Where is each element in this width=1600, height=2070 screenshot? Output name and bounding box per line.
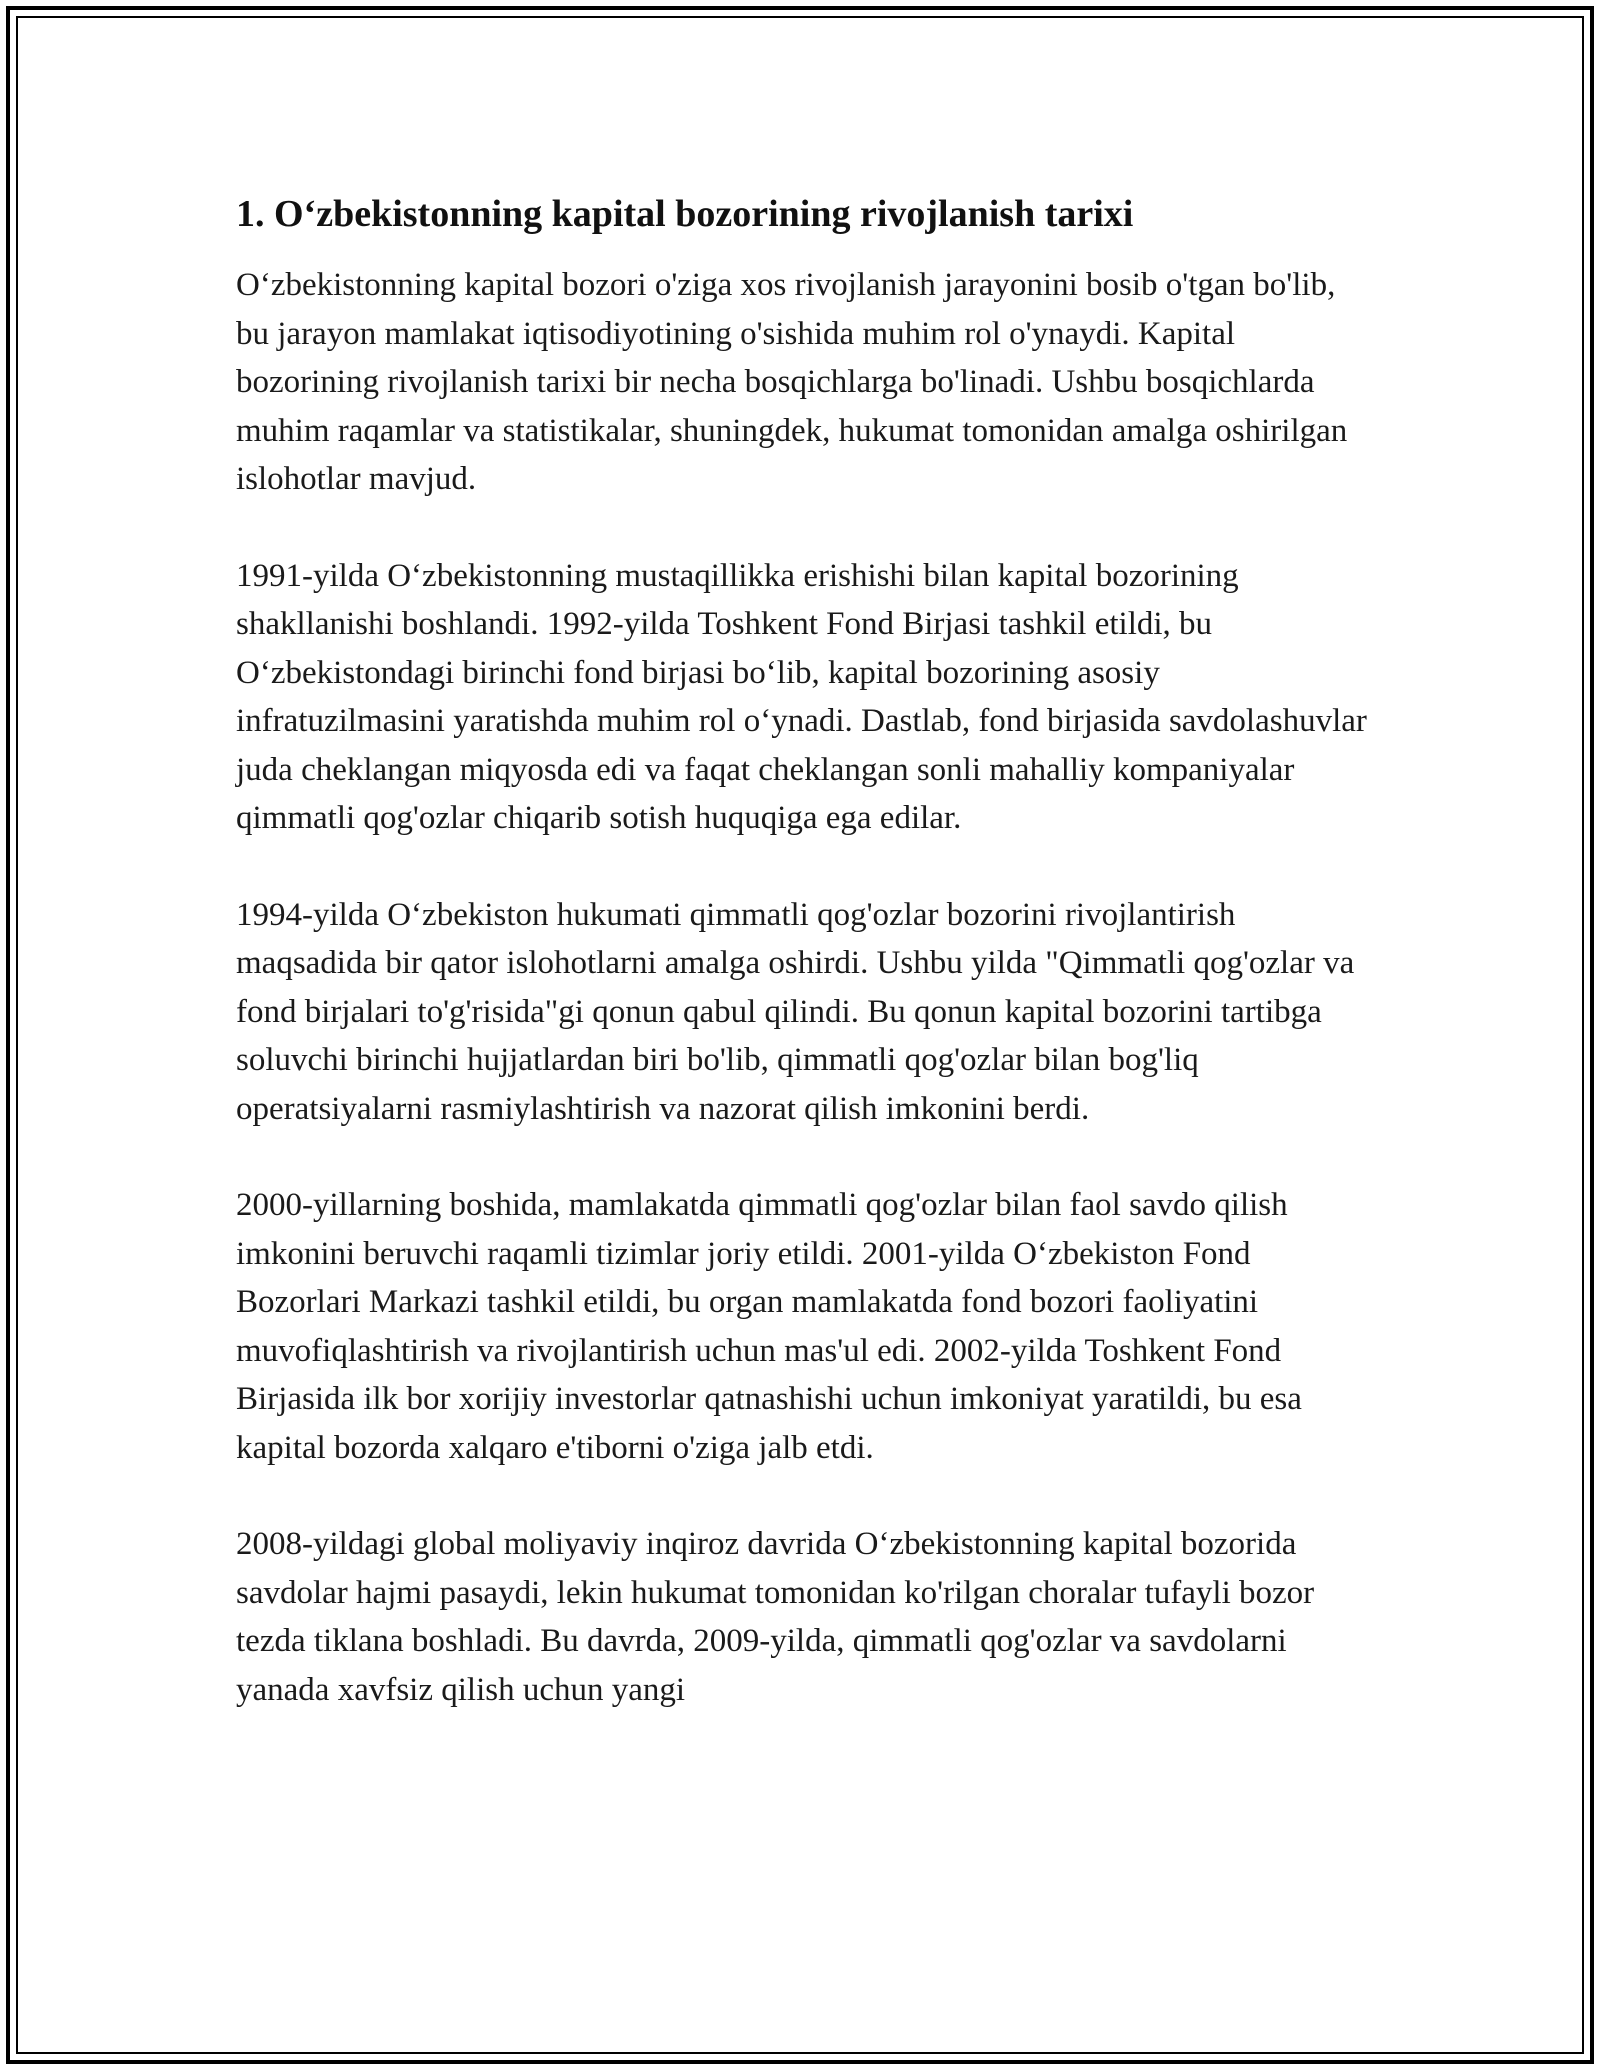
paragraph-1991: 1991-yilda O‘zbekistonning mustaqillikka erishishi bilan kapital bozorining shakllanishi boshlandi. 1992-yilda Toshkent Fond Birjasi tashkil etildi, bu O‘zbekistondagi birinchi fond birjasi bo‘lib, kapital bozorining asosiy infratuzilmasini yaratishda muhim rol o‘ynadi. Dastlab, fond birjasida savdolashuvlar juda cheklangan miqyosda edi va faqat cheklangan sonli mahalliy kompaniyalar qimmatli qog'ozlar chiqarib sotish huquqiga ega edilar. — [236, 557, 1367, 836]
section-heading: 1. O‘zbekistonning kapital bozorining rivojlanish tarixi — [236, 193, 1134, 235]
paragraph-2000s: 2000-yillarning boshida, mamlakatda qimmatli qog'ozlar bilan faol savdo qilish imkonini beruvchi raqamli tizimlar joriy etildi. 2001-yilda O‘zbekiston Fond Bozorlari Markazi tashkil etildi, bu organ mamlakatda fond bozori faoliyatini muvofiqlashtirish va rivojlantirish uchun mas'ul edi. 2002-yilda Toshkent Fond Birjasida ilk bor xorijiy investorlar qatnashishi uchun imkoniyat yaratildi, bu esa kapital bozorda xalqaro e'tiborni o'ziga jalb etdi. — [236, 1187, 1302, 1466]
paragraph-2008: 2008-yildagi global moliyaviy inqiroz davrida O‘zbekistonning kapital bozorida savdolar hajmi pasaydi, lekin hukumat tomonidan ko'rilgan choralar tufayli bozor tezda tiklana boshladi. Bu davrda, 2009-yilda, qimmatli qog'ozlar va savdolarni yanada xavfsiz qilish uchun yangi — [236, 1526, 1315, 1708]
document-body — [236, 185, 1371, 1714]
paragraph-1994: 1994-yilda O‘zbekiston hukumati qimmatli qog'ozlar bozorini rivojlantirish maqsadida bir qator islohotlarni amalga oshirdi. Ushbu yilda "Qimmatli qog'ozlar va fond birjalari to'g'risida"gi qonun qabul qilindi. Bu qonun kapital bozorini tartibga soluvchi birinchi hujjatlardan biri bo'lib, qimmatli qog'ozlar bilan bog'liq operatsiyalarni rasmiylashtirish va nazorat qilish imkonini berdi. — [236, 896, 1355, 1127]
paragraph-intro: O‘zbekistonning kapital bozori o'ziga xos rivojlanish jarayonini bosib o'tgan bo'lib, bu jarayon mamlakat iqtisodiyotining o'sishida muhim rol o'ynaydi. Kapital bozorining rivojlanish tarixi bir necha bosqichlarga bo'linadi. Ushbu bosqichlarda muhim raqamlar va statistikalar, shuningdek, hukumat tomonidan amalga oshirilgan islohotlar mavjud. — [236, 267, 1348, 497]
